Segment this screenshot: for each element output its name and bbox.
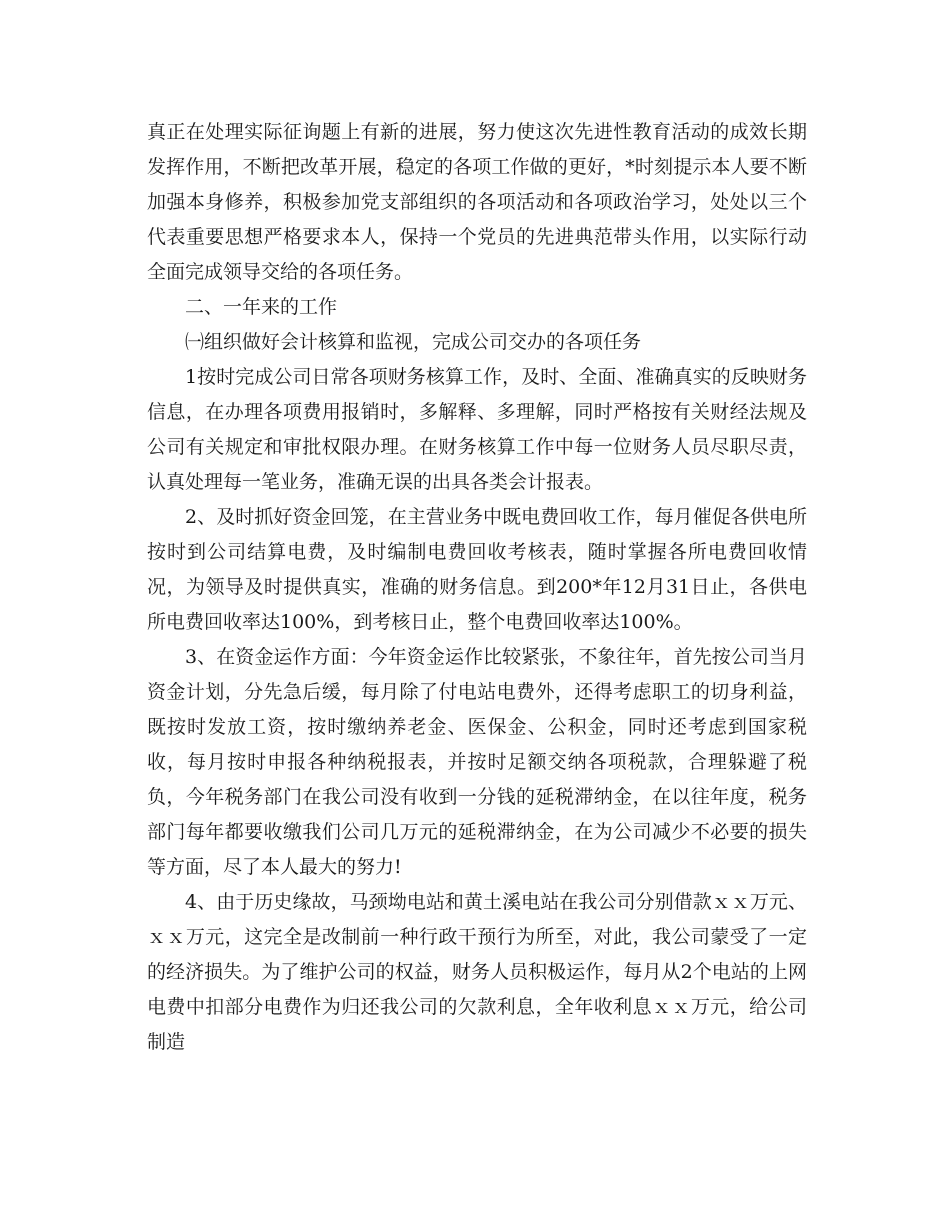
paragraph-item-1: 1按时完成公司日常各项财务核算工作，及时、全面、准确真实的反映财务信息，在办理各项费用报销时，多解释、多理解，同时严格按有关财经法规及公司有关规定和审批权限办理。在财务核算工作中每一位财务人员尽职尽责，认真处理每一笔业务，准确无误的出具各类会计报表。 [147, 366, 807, 493]
subsection-heading-accounting: ㈠组织做好会计核算和监视，完成公司交办的各项任务 [185, 331, 642, 353]
paragraph-item-3: 3、在资金运作方面：今年资金运作比较紧张，不象往年，首先按公司当月资金计划，分先急后缓，每月除了付电站电费外，还得考虑职工的切身利益，既按时发放工资，按时缴纳养老金、医保金、公积金，同时还考虑到国家税收，每月按时申报各种纳税报表，并按时足额交纳各项税款，合理躲避了税负，今年税务部门在我公司没有收到一分钱的延税滞纳金，在以往年度，税务部门每年都要收缴我们公司几万元的延税滞纳金，在为公司减少不必要的损失等方面，尽了本人最大的努力! [147, 646, 807, 878]
paragraph-continuation: 真正在处理实际征询题上有新的进展，努力使这次先进性教育活动的成效长期发挥作用，不断把改革开展，稳定的各项工作做的更好，*时刻提示本人要不断加强本身修养，积极参加党支部组织的各项活动和各项政治学习，处处以三个代表重要思想严格要求本人，保持一个党员的先进典范带头作用，以实际行动全面完成领导交给的各项任务。 [147, 121, 807, 283]
document-body [147, 115, 807, 1060]
paragraph-item-2: 2、及时抓好资金回笼，在主营业务中既电费回收工作，每月催促各供电所按时到公司结算电费，及时编制电费回收考核表，随时掌握各所电费回收情况，为领导及时提供真实，准确的财务信息。到200*年12月31日止，各供电所电费回收率达100%，到考核日止，整个电费回收率达100%。 [147, 506, 807, 633]
paragraph-item-4: 4、由于历史缘故，马颈坳电站和黄土溪电站在我公司分别借款ｘｘ万元、ｘｘ万元，这完全是改制前一种行政干预行为所至，对此，我公司蒙受了一定的经济损失。为了维护公司的权益，财务人员积极运作，每月从2个电站的上网电费中扣部分电费作为归还我公司的欠款利息，全年收利息ｘｘ万元，给公司制造 [147, 891, 807, 1053]
section-heading-annual-work: 二、一年来的工作 [185, 296, 338, 318]
